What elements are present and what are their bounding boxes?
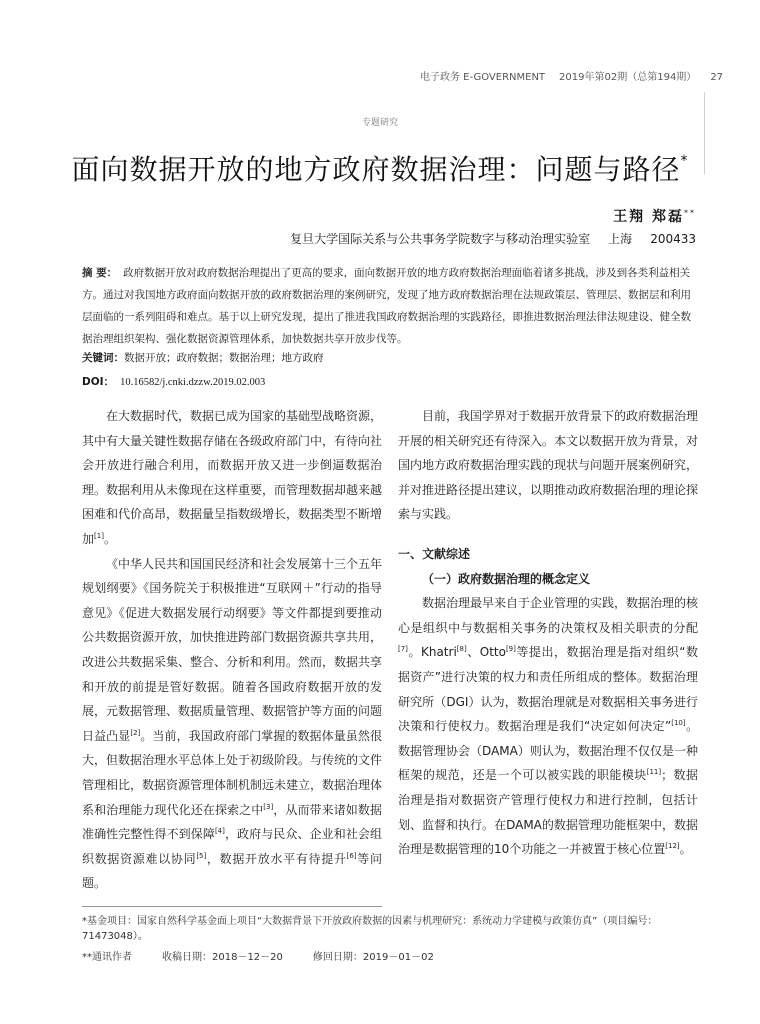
affiliation-name: 复旦大学国际关系与公共事务学院数字与移动治理实验室 — [290, 232, 591, 246]
citation: [7] — [398, 645, 408, 654]
doi-label: DOI： — [82, 376, 115, 388]
paragraph: 在大数据时代，数据已成为国家的基础型战略资源，其中有大量关键性数据存储在各级政府部门中，有待向社会开放进行融合利用，而数据开放又进一步倒逼数据治理。数据利用从未像现在这样重要，而管理数据却越来越困难和代价高昂，数据量呈指数级增长，数据类型不断增加[1]。 — [82, 409, 383, 546]
abstract-text: 政府数据开放对政府数据治理提出了更高的要求，面向数据开放的地方政府数据治理面临着诸多挑战，涉及到各类利益相关方。通过对我国地方政府面向数据开放的政府数据治理的案例研究，发现了地方政府数据治理在法规政策层、管理层、数据层和利用层面临的一系列阻碍和难点。基于以上研究发现，提出了推进我国政府数据治理的实践路径，即推进数据治理法律法规建设、健全数据治理组织架构、强化数据资源管理体系，加快数据共享开放步伐等。 — [82, 267, 691, 345]
page-number: 27 — [710, 72, 724, 83]
author-list — [613, 206, 696, 226]
paragraph: 数据治理最早来自于企业管理的实践，数据治理的核心是组织中与数据相关事务的决策权及相关职责的分配[7]。Khatri[8]、Otto[9]等提出，数据治理是指对组织“数据资产”进行决策的权力和责任所组成的整体。数据治理研究所（DGI）认为，数据治理就是对数据相关事务进行决策和行使权力。数据治理是我们“决定如何决定”[10]。数据管理协会（DAMA）则认为，数据治理不仅仅是一种框架的规范，还是一个可以被实践的职能模块[11]；数据治理是指对数据资产管理行使权力和进行控制，包括计划、监督和执行。在DAMA的数据管理功能框架中，数据治理是数据管理的10个功能之一并被置于核心位置[12]。 — [398, 596, 699, 857]
citation: [5] — [196, 851, 207, 860]
paragraph: 目前，我国学界对于数据开放背景下的政府数据治理开展的相关研究还有待深入。本文以数据开放为背景，对国内地方政府数据治理实践的现状与问题开展案例研究，并对推进路径提出建议，以期推动政府数据治理的理论探索与实践。 — [398, 409, 699, 522]
footnote-fund: *基金项目：国家自然科学基金面上项目“大数据背景下开放政府数据的因素与机理研究：系统动力学建模与政策仿真”（项目编号：71473048）。 — [82, 916, 658, 942]
affiliation-city: 上海 — [608, 232, 633, 246]
footnote-rule — [82, 906, 382, 907]
citation: [12] — [665, 842, 680, 851]
affiliation — [290, 230, 696, 247]
subsection-heading: （一）政府数据治理的概念定义 — [422, 571, 591, 586]
journal-name: 电子政务 E-GOVERNMENT — [420, 72, 546, 83]
citation: [6] — [346, 851, 357, 860]
abstract — [82, 262, 700, 350]
citation: [10] — [671, 719, 686, 728]
body-column-right — [398, 404, 698, 862]
running-header — [420, 68, 724, 83]
citation: [1] — [94, 531, 104, 540]
citation: [8] — [456, 645, 467, 654]
body-column-left — [82, 404, 382, 896]
affiliation-postcode: 200433 — [650, 232, 696, 246]
title-text: 面向数据开放的地方政府数据治理：问题与路径 — [71, 153, 681, 186]
citation: [2] — [130, 728, 141, 737]
keywords-label: 关键词： — [82, 352, 124, 364]
citation: [4] — [214, 827, 225, 836]
doi — [82, 374, 265, 389]
issue-info: 2019年第02期（总第194期） — [559, 72, 697, 83]
citation: [11] — [646, 768, 662, 777]
title-footnote-mark: * — [680, 152, 689, 169]
keywords — [82, 350, 700, 365]
author-footnote-mark: ** — [684, 208, 696, 218]
abstract-label: 摘 要： — [82, 267, 118, 279]
section-heading: 一、文献综述 — [398, 546, 471, 561]
revised-date: 修回日期：2019－01－02 — [312, 952, 434, 963]
doi-value: 10.16582/j.cnki.dzzw.2019.02.003 — [120, 377, 266, 388]
citation: [3] — [263, 802, 274, 811]
citation: [9] — [505, 645, 516, 654]
corresponding-author-note: **通讯作者 — [82, 952, 132, 963]
author-names: 王翔 郑磊 — [613, 209, 684, 225]
paper-title — [40, 148, 720, 188]
section-tag: 专题研究 — [361, 118, 398, 128]
keywords-text: 数据开放；政府数据；数据治理；地方政府 — [124, 352, 324, 364]
paragraph: 《中华人民共和国国民经济和社会发展第十三个五年规划纲要》《国务院关于积极推进“互联网＋”行动的指导意见》《促进大数据发展行动纲要》等文件都提到要推动公共数据资源开放，加快推进跨部门数据资源共享共用，改进公共数据采集、整合、分析和利用。然而，数据共享和开放的前提是管好数据。随着各国政府数据开放的发展，元数据管理、数据质量管理、数据管护等方面的问题日益凸显[2]。当前，我国政府部门掌握的数据体量虽然很大，但数据治理水平总体上处于初级阶段。与传统的文件管理相比，数据资源管理体制机制远未建立，数据治理体系和治理能力现代化还在探索之中[3]，从而带来诸如数据准确性完整性得不到保障[4]，政府与民众、企业和社会组织数据资源难以协同[5]，数据开放水平有待提升[6]等问题。 — [82, 556, 383, 891]
received-date: 收稿日期：2018－12－20 — [162, 952, 283, 963]
footnote-dates — [82, 950, 702, 965]
